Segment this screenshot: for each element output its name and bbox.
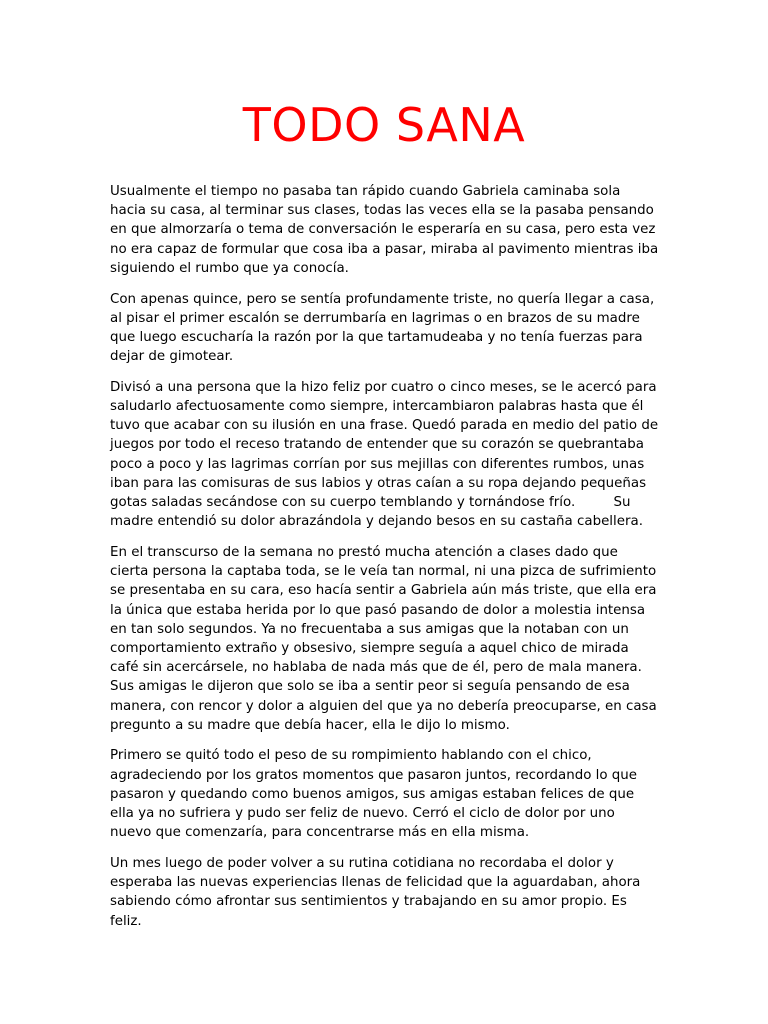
paragraph-6: Un mes luego de poder volver a su rutina cotidiana no recordaba el dolor y esperaba las nuevas experiencias llenas de felicidad que la aguardaban, ahora sabiendo cómo afrontar sus sentimientos y trabajando en su amor propio. Es feliz.	[110, 856, 641, 929]
paragraph-1: Usualmente el tiempo no pasaba tan rápido cuando Gabriela caminaba sola hacia su casa, al terminar sus clases, todas las veces ella se la pasaba pensando en que almorzaría o tema de conversación le esperaría en su casa, pero esta vez no era capaz de formular que cosa iba a pasar, miraba al pavimento mientras iba siguiendo el rumbo que ya conocía.	[110, 184, 659, 276]
paragraph-3: Divisó a una persona que la hizo feliz por cuatro o cinco meses, se le acercó para saludarlo afectuosamente como siempre, intercambiaron palabras hasta que él tuvo que acabar con su ilusión en una frase. Quedó parada en medio del patio de juegos por todo el receso tratando de entender que su corazón se quebrantaba poco a poco y las lagrimas corrían por sus mejillas con diferentes rumbos, unas iban para las comisuras de sus labios y otras caían a su ropa dejando pequeñas gotas saladas secándose con su cuerpo temblando y tornándose frío. Su madre entendió su dolor abrazándola y dejando besos en su castaña cabellera.	[110, 379, 663, 530]
paragraph-4: En el transcurso de la semana no prestó mucha atención a clases dado que cierta persona la captaba toda, se le veía tan normal, ni una pizca de sufrimiento se presentaba en su cara, eso hacía sentir a Gabriela aún más triste, que ella era la única que estaba herida por lo que pasó pasando de dolor a molestia intensa en tan solo segundos. Ya no frecuentaba a sus amigas que la notaban con un comportamiento extraño y obsesivo, siempre seguía a aquel chico de mirada café sin acercársele, no hablaba de nada más que de él, pero de mala manera. Sus amigas le dijeron que solo se iba a sentir peor si seguía pensando de esa manera, con rencor y dolor a alguien del que ya no debería preocuparse, en casa pregunto a su madre que debía hacer, ella le dijo lo mismo.	[110, 544, 657, 733]
paragraph-5: Primero se quitó todo el peso de su rompimiento hablando con el chico, agradeciendo por los gratos momentos que pasaron juntos, recordando lo que pasaron y quedando como buenos amigos, sus amigas estaban felices de que ella ya no sufriera y pudo ser feliz de nuevo. Cerró el ciclo de dolor por uno nuevo que comenzaría, para concentrarse más en ella misma.	[110, 748, 638, 841]
document-title: TODO SANA	[242, 98, 526, 152]
paragraph-2: Con apenas quince, pero se sentía profundamente triste, no quería llegar a casa, al pisar el primer escalón se derrumbaría en lagrimas o en brazos de su madre que luego escucharía la razón por la que tartamudeaba y no tenía fuerzas para dejar de gimotear.	[110, 291, 655, 365]
document-body	[110, 182, 663, 942]
